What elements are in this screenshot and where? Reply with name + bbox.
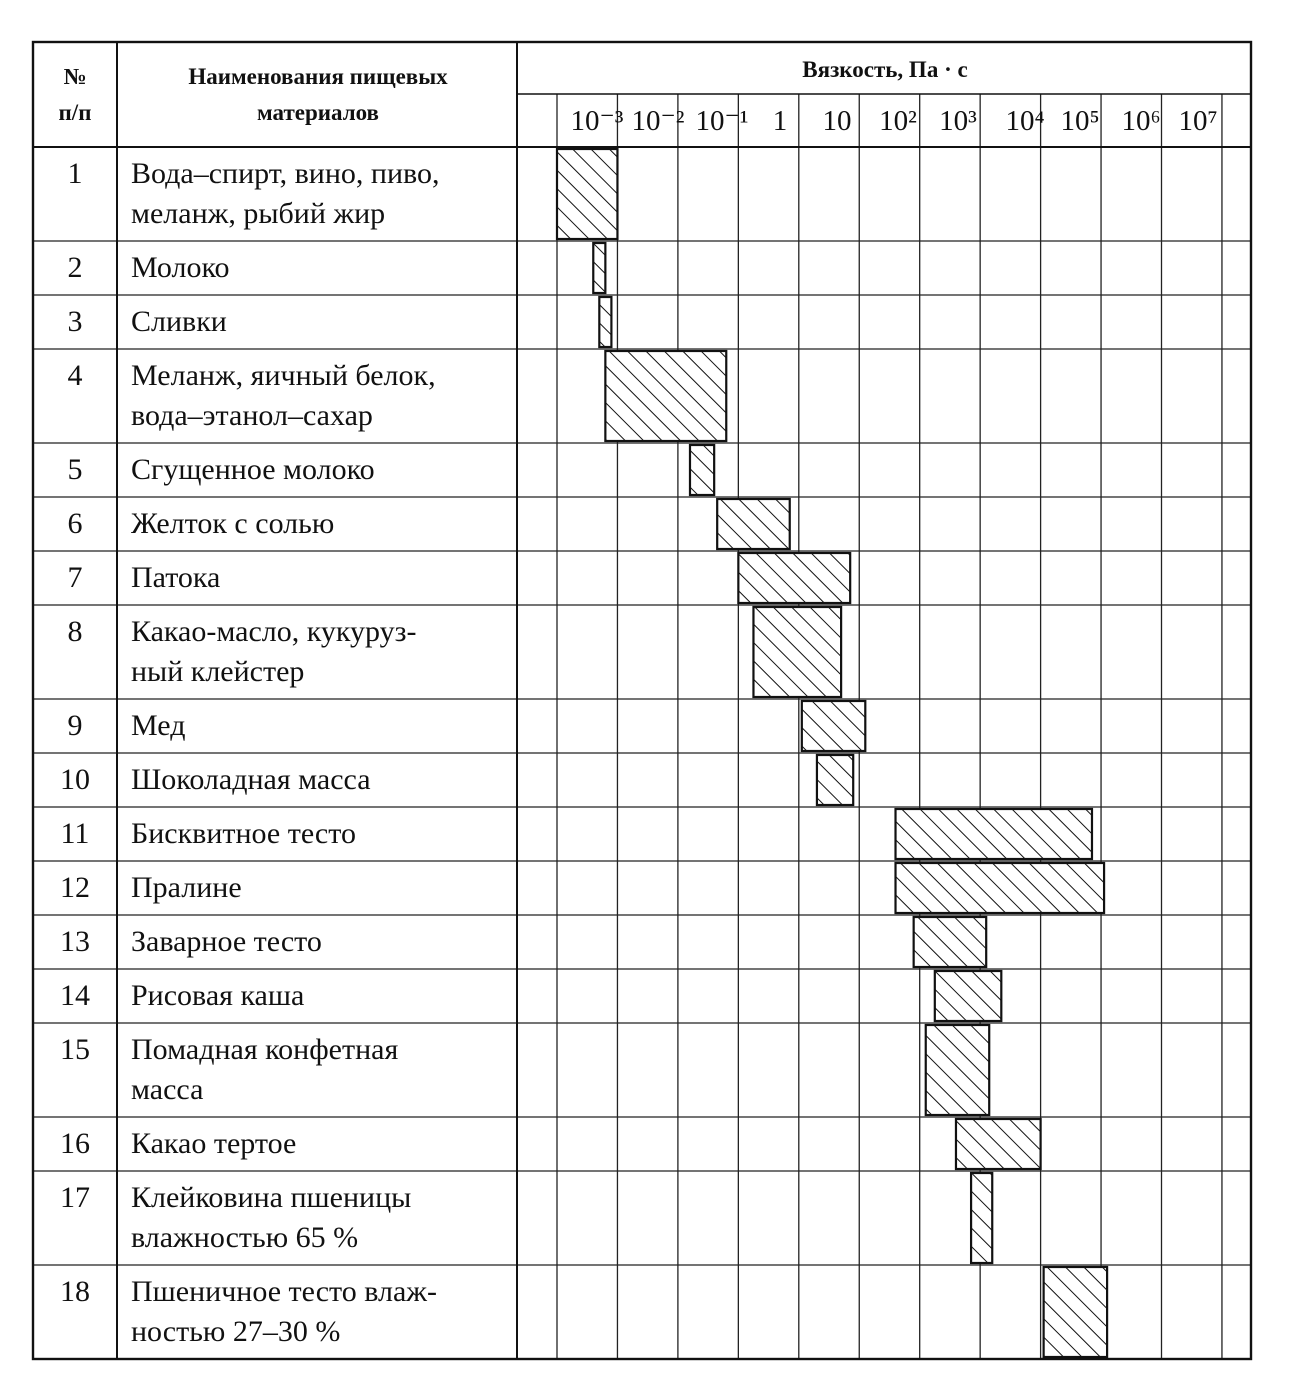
viscosity-range-bar	[557, 149, 617, 239]
x-tick-label: 10⁵	[1060, 105, 1100, 137]
row-material-name: Какао тертое	[131, 1127, 297, 1160]
row-material-name: меланж, рыбий жир	[131, 197, 386, 230]
row-material-name: влажностью 65 %	[131, 1221, 359, 1254]
row-material-name: Клейковина пшеницы	[131, 1181, 412, 1214]
viscosity-range-bar	[599, 297, 611, 347]
viscosity-range-bar	[717, 499, 790, 549]
row-material-name: Рисовая каша	[131, 979, 305, 1012]
x-tick-label: 10⁻³	[570, 105, 624, 137]
viscosity-range-bar	[1044, 1267, 1107, 1357]
row-number: 8	[67, 615, 83, 648]
row-number: 6	[67, 507, 83, 540]
row-number: 17	[60, 1181, 90, 1214]
row-material-name: Помадная конфетная	[131, 1033, 399, 1066]
header-num-line2: п/п	[58, 100, 92, 125]
row-material-name: Пралине	[131, 871, 242, 904]
row-material-name: ный клейстер	[131, 655, 305, 688]
header-name-line2: материалов	[257, 100, 379, 125]
row-number: 14	[60, 979, 90, 1012]
row-number: 12	[60, 871, 90, 904]
viscosity-range-bar	[896, 863, 1105, 913]
header-num-line1: №	[63, 64, 87, 89]
viscosity-range-bar	[753, 607, 841, 697]
x-tick-label: 10²	[879, 105, 917, 137]
row-material-name: Мед	[131, 709, 186, 742]
x-axis-ticks	[570, 105, 1217, 137]
row-material-name: вода–этанол–сахар	[131, 399, 373, 432]
row-material-name: Шоколадная масса	[131, 763, 371, 796]
viscosity-range-bar	[605, 351, 726, 441]
viscosity-range-bar	[935, 971, 1001, 1021]
row-number: 9	[67, 709, 83, 742]
x-tick-label: 10³	[939, 105, 977, 137]
x-tick-label: 10⁻²	[631, 105, 685, 137]
row-material-name: Меланж, яичный белок,	[131, 359, 436, 392]
row-material-name: Патока	[131, 561, 221, 594]
viscosity-range-bar	[817, 755, 853, 805]
row-number: 18	[60, 1275, 90, 1308]
viscosity-range-bar	[802, 701, 865, 751]
x-tick-label: 10⁴	[1005, 105, 1045, 137]
viscosity-range-bar	[914, 917, 987, 967]
row-number: 2	[67, 251, 83, 284]
row-material-name: Бисквитное тесто	[131, 817, 356, 850]
row-number: 15	[60, 1033, 90, 1066]
row-number: 3	[67, 305, 83, 338]
row-number: 4	[67, 359, 83, 392]
x-tick-label: 10	[822, 105, 852, 137]
x-tick-label: 10⁻¹	[695, 105, 749, 137]
row-material-name: Пшеничное тесто влаж-	[131, 1275, 437, 1308]
row-number: 1	[67, 157, 83, 190]
row-number: 7	[67, 561, 83, 594]
viscosity-range-bar	[593, 243, 605, 293]
viscosity-range-bar	[690, 445, 714, 495]
row-material-name: Сгущенное молоко	[131, 453, 375, 486]
viscosity-range-bar	[896, 809, 1092, 859]
header-viscosity: Вязкость, Па · с	[802, 57, 968, 82]
header-name-line1: Наименования пищевых	[188, 64, 448, 89]
row-number: 5	[67, 453, 83, 486]
row-number: 16	[60, 1127, 90, 1160]
x-tick-label: 10⁷	[1178, 105, 1218, 137]
outer-border	[33, 42, 1251, 1359]
row-material-name: Заварное тесто	[131, 925, 322, 958]
row-number: 13	[60, 925, 90, 958]
table-frame	[33, 42, 1251, 1359]
row-material-name: Какао-масло, кукуруз-	[131, 615, 417, 648]
x-tick-label: 1	[772, 105, 788, 137]
row-number: 10	[60, 763, 90, 796]
row-material-name: Вода–спирт, вино, пиво,	[131, 157, 440, 190]
row-material-name: Желток с солью	[131, 507, 335, 540]
x-tick-label: 10⁶	[1121, 105, 1161, 137]
viscosity-range-bar	[738, 553, 850, 603]
row-material-name: Сливки	[131, 305, 227, 338]
viscosity-range-bar	[926, 1025, 989, 1115]
row-material-name: ностью 27–30 %	[131, 1315, 341, 1348]
viscosity-range-bar	[956, 1119, 1041, 1169]
row-material-name: масса	[131, 1073, 204, 1106]
viscosity-range-bar	[971, 1173, 992, 1263]
row-material-name: Молоко	[131, 251, 230, 284]
row-number: 11	[60, 817, 90, 850]
